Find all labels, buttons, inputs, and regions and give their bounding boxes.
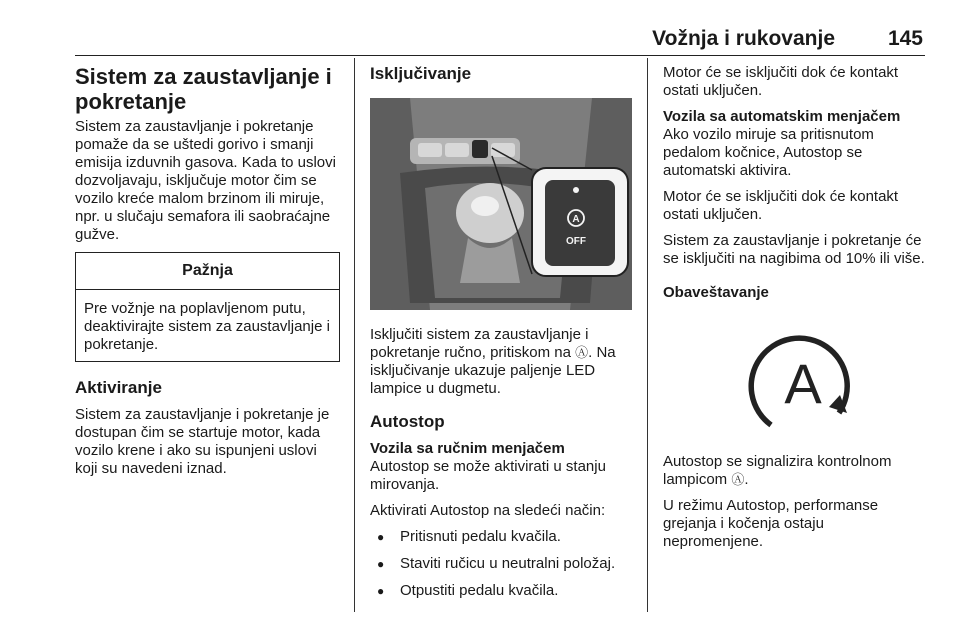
automatic-transmission-heading: Vozila sa automatskim menjačem (663, 108, 901, 125)
manual-intro: Aktivirati Autostop na sledeći način: (370, 502, 606, 519)
deactivation-text-start: Isključiti sistem za zaustavljanje i pokretanje ručno, pritiskom na (370, 326, 589, 361)
manual-transmission-heading: Vozila sa ručnim menjačem (370, 440, 565, 457)
svg-text:A: A (572, 214, 580, 225)
column-1 (75, 64, 340, 486)
autostop-lamp-icon (663, 319, 925, 439)
header-rule (75, 55, 925, 56)
engine-off-paragraph-1: Motor će se isključiti dok će kontakt ostati uključen. (663, 64, 899, 99)
column-divider-2 (647, 58, 648, 612)
column-3 (663, 64, 928, 559)
page-number: 145 (887, 27, 923, 50)
manual-paragraph: Autostop se može aktivirati u stanju mirovanja. (370, 458, 606, 493)
notice-box (75, 252, 340, 362)
section-heading: Sistem za zaustavljanje i pokretanje (75, 64, 332, 114)
notice-title: Pažnja (76, 253, 339, 290)
activation-heading: Aktiviranje (75, 378, 162, 397)
automatic-paragraph: Ako vozilo miruje sa pritisnutom pedalom kočnice, Autostop se automatski aktivira. (663, 126, 874, 179)
lamp-text-end: . (744, 471, 749, 488)
deactivation-paragraph (370, 326, 635, 398)
column-divider-1 (354, 58, 355, 612)
chapter-title: Vožnja i rukovanje (652, 27, 835, 50)
off-button-label: OFF (566, 236, 586, 247)
autostop-lamp-illustration (663, 319, 925, 439)
autostop-heading: Autostop (370, 412, 445, 431)
intro-paragraph: Sistem za zaustavljanje i pokretanje pomaže da se uštedi gorivo i smanji emisija izduvnih gasova. Kada to uslovi dozvoljavaju, isključuje motor čim se vozilo kreće malom brzinom ili miruje, npr. u slučaju semafora ili saobraćajne gužve. (75, 118, 336, 243)
list-item: ● Staviti ručicu u neutralni položaj. (370, 555, 635, 573)
lamp-text-start: Autostop se signalizira kontrolnom lampicom (663, 453, 892, 488)
lamp-paragraph (663, 453, 928, 489)
console-illustration (370, 98, 632, 310)
console-photo (370, 98, 632, 310)
deactivation-heading: Isključivanje (370, 64, 472, 83)
autostop-off-icon: Ⓐ (575, 345, 589, 360)
slope-paragraph: Sistem za zaustavljanje i pokretanje će se isključiti na nagibima od 10% ili više. (663, 232, 925, 267)
column-2 (370, 64, 635, 609)
steps-list (370, 528, 635, 600)
deactivation-text-end: . Na isključivanje ukazuje paljenje LED lampice u dugmetu. (370, 344, 616, 397)
lamp-letter: A (784, 352, 822, 415)
activation-paragraph: Sistem za zaustavljanje i pokretanje je dostupan čim se startuje motor, kada vozilo krene i ako su ispunjeni uslovi koji su navedeni iznad. (75, 406, 330, 477)
autostop-indicator-icon: Ⓐ (731, 472, 745, 487)
performance-paragraph: U režimu Autostop, performanse grejanja i kočenja ostaju nepromenjene. (663, 497, 879, 550)
list-item: ● Pritisnuti pedalu kvačila. (370, 528, 635, 546)
notice-text: Pre vožnje na poplavljenom putu, deaktivirajte sistem za zaustavljanje i pokretanje. (84, 300, 330, 353)
engine-off-paragraph-2: Motor će se isključiti dok će kontakt ostati uključen. (663, 188, 899, 223)
page-header (75, 0, 925, 58)
list-item: ● Otpustiti pedalu kvačila. (370, 582, 635, 600)
notification-heading: Obaveštavanje (663, 284, 769, 301)
